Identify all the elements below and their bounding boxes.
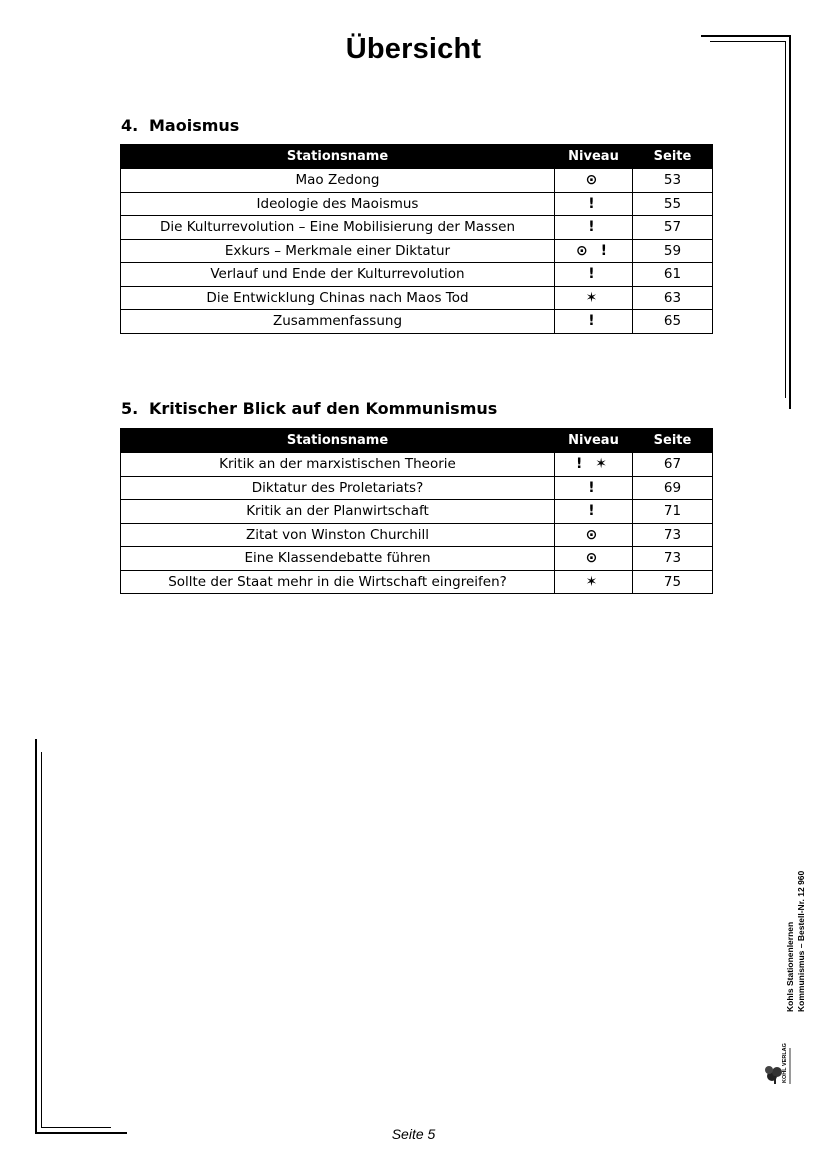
station-table-kritik	[120, 428, 713, 594]
station-name: Kritik an der Planwirtschaft	[121, 500, 555, 524]
page-number: 71	[633, 500, 713, 524]
page-number: 59	[633, 239, 713, 263]
table-row	[121, 453, 713, 477]
page-number: 61	[633, 263, 713, 287]
table-row	[121, 263, 713, 287]
level-symbol: !	[555, 216, 633, 240]
station-name: Mao Zedong	[121, 169, 555, 193]
table-row	[121, 547, 713, 571]
station-name: Zusammenfassung	[121, 310, 555, 334]
page-number: 63	[633, 286, 713, 310]
column-header-seite: Seite	[633, 429, 713, 453]
column-header-seite: Seite	[633, 145, 713, 169]
page-number: 75	[633, 570, 713, 594]
page-number: 73	[633, 523, 713, 547]
page-number: 69	[633, 476, 713, 500]
station-name: Sollte der Staat mehr in die Wirtschaft eingreifen?	[121, 570, 555, 594]
table-row	[121, 476, 713, 500]
page-number: 67	[633, 453, 713, 477]
page-number: 65	[633, 310, 713, 334]
column-header-stationsname: Stationsname	[121, 145, 555, 169]
publisher-logo	[764, 1020, 798, 1086]
level-symbol: ⊙	[555, 169, 633, 193]
side-note-line-1: Kohls Stationenlernen	[785, 921, 795, 1012]
level-symbol: !	[555, 310, 633, 334]
section-heading-kritischer-blick	[121, 399, 497, 418]
page-footer: Seite 5	[391, 1126, 436, 1142]
frame-left-vertical	[35, 739, 37, 1134]
station-table-maoismus	[120, 144, 713, 334]
station-name: Die Kulturrevolution – Eine Mobilisierung der Massen	[121, 216, 555, 240]
frame-right-vertical-inner	[785, 41, 786, 398]
page-number: 73	[633, 547, 713, 571]
section-heading-maoismus	[121, 116, 239, 135]
level-symbol: !	[555, 476, 633, 500]
table-header-row	[121, 429, 713, 453]
section-number: 5.	[121, 399, 139, 418]
station-name: Zitat von Winston Churchill	[121, 523, 555, 547]
level-symbol: !	[555, 192, 633, 216]
section-number: 4.	[121, 116, 139, 135]
station-name: Exkurs – Merkmale einer Diktatur	[121, 239, 555, 263]
station-name: Kritik an der marxistischen Theorie	[121, 453, 555, 477]
station-name: Diktatur des Proletariats?	[121, 476, 555, 500]
table-row	[121, 310, 713, 334]
table-row	[121, 523, 713, 547]
level-symbol: ⊙	[555, 523, 633, 547]
frame-left-vertical-inner	[41, 752, 42, 1128]
station-name: Ideologie des Maoismus	[121, 192, 555, 216]
page-number: 55	[633, 192, 713, 216]
page-number: 57	[633, 216, 713, 240]
station-name: Die Entwicklung Chinas nach Maos Tod	[121, 286, 555, 310]
section-title: Kritischer Blick auf den Kommunismus	[149, 399, 498, 418]
table-header-row	[121, 145, 713, 169]
column-header-niveau: Niveau	[555, 429, 633, 453]
table-row	[121, 286, 713, 310]
publisher-side-note	[785, 871, 807, 1012]
page-number: 53	[633, 169, 713, 193]
table-row	[121, 500, 713, 524]
station-name: Verlauf und Ende der Kulturrevolution	[121, 263, 555, 287]
level-symbol: !	[555, 500, 633, 524]
logo-text: KOHL VERLAG	[782, 1043, 788, 1083]
section-title: Maoismus	[149, 116, 240, 135]
table-row	[121, 216, 713, 240]
level-symbol: ! ✶	[555, 453, 633, 477]
station-name: Eine Klassendebatte führen	[121, 547, 555, 571]
level-symbol: ⊙ !	[555, 239, 633, 263]
level-symbol: !	[555, 263, 633, 287]
level-symbol: ✶	[555, 286, 633, 310]
table-row	[121, 192, 713, 216]
frame-right-vertical	[789, 35, 791, 409]
table-row	[121, 169, 713, 193]
column-header-niveau: Niveau	[555, 145, 633, 169]
table-row	[121, 239, 713, 263]
column-header-stationsname: Stationsname	[121, 429, 555, 453]
side-note-line-2: Kommunismus – Bestell-Nr. 12 960	[796, 870, 806, 1012]
page-title: Übersicht	[345, 33, 482, 65]
level-symbol: ✶	[555, 570, 633, 594]
table-row	[121, 570, 713, 594]
level-symbol: ⊙	[555, 547, 633, 571]
